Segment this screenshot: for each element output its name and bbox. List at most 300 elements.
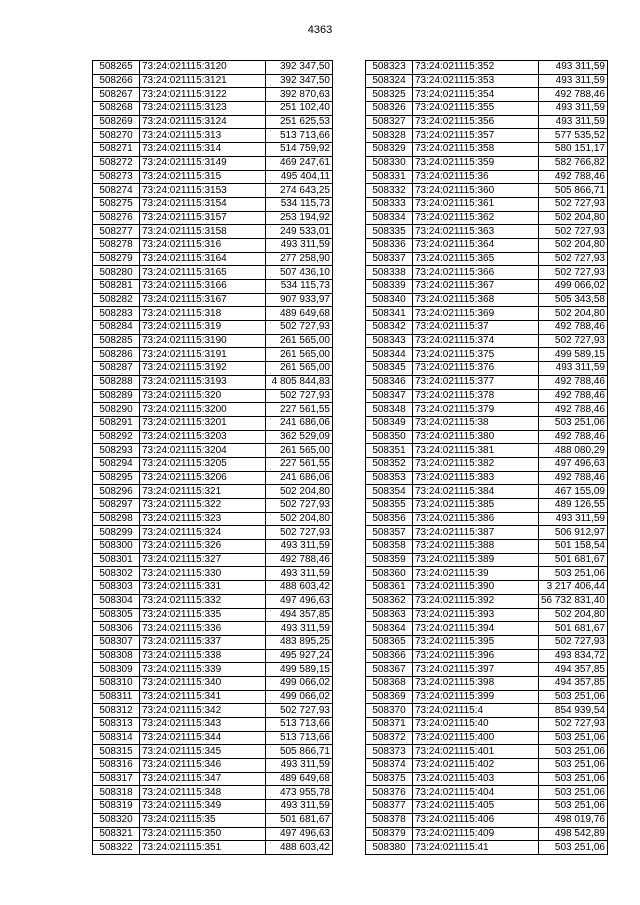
row-number: 508350 (366, 430, 413, 444)
table-row (366, 156, 608, 170)
cadastral-value: 489 126,55 (539, 499, 608, 513)
cadastral-number: 73:24:021115:318 (140, 307, 266, 321)
table-row (93, 759, 333, 773)
cadastral-value: 502 727,93 (539, 635, 608, 649)
cadastral-number: 73:24:021115:3204 (140, 444, 266, 458)
row-number: 508373 (366, 745, 413, 759)
cadastral-value: 499 589,15 (539, 348, 608, 362)
table-row (366, 718, 608, 732)
row-number: 508268 (93, 102, 140, 116)
table-row (366, 170, 608, 184)
row-number: 508341 (366, 307, 413, 321)
cadastral-value: 499 589,15 (266, 663, 333, 677)
cadastral-value: 3 217 406,44 (539, 581, 608, 595)
table-row (366, 485, 608, 499)
cadastral-value: 497 496,63 (266, 827, 333, 841)
cadastral-number: 73:24:021115:399 (413, 690, 539, 704)
table-row (93, 321, 333, 335)
cadastral-value: 502 204,80 (539, 608, 608, 622)
table-row (93, 197, 333, 211)
table-row (366, 512, 608, 526)
table-row (366, 540, 608, 554)
cadastral-value: 502 727,93 (266, 389, 333, 403)
table-row (93, 129, 333, 143)
row-number: 508372 (366, 731, 413, 745)
cadastral-value: 503 251,06 (539, 841, 608, 855)
cadastral-number: 73:24:021115:331 (140, 581, 266, 595)
cadastral-value: 582 766,82 (539, 156, 608, 170)
cadastral-value: 492 788,46 (539, 430, 608, 444)
table-row (93, 704, 333, 718)
cadastral-value: 502 727,93 (266, 526, 333, 540)
row-number: 508335 (366, 225, 413, 239)
table-row (93, 526, 333, 540)
cadastral-number: 73:24:021115:3153 (140, 184, 266, 198)
cadastral-number: 73:24:021115:3191 (140, 348, 266, 362)
cadastral-value: 502 727,93 (539, 225, 608, 239)
table-row (93, 74, 333, 88)
cadastral-value: 469 247,61 (266, 156, 333, 170)
cadastral-value: 483 895,25 (266, 635, 333, 649)
row-number: 508266 (93, 74, 140, 88)
cadastral-value: 251 102,40 (266, 102, 333, 116)
row-number: 508366 (366, 649, 413, 663)
cadastral-value: 534 115,73 (266, 280, 333, 294)
cadastral-value: 503 251,06 (539, 772, 608, 786)
table-row (366, 813, 608, 827)
cadastral-number: 73:24:021115:323 (140, 512, 266, 526)
page-number: 4363 (307, 24, 333, 36)
cadastral-number: 73:24:021115:3201 (140, 416, 266, 430)
row-number: 508276 (93, 211, 140, 225)
cadastral-number: 73:24:021115:3165 (140, 266, 266, 280)
cadastral-number: 73:24:021115:344 (140, 731, 266, 745)
cadastral-number: 73:24:021115:364 (413, 238, 539, 252)
cadastral-value: 503 251,06 (539, 567, 608, 581)
cadastral-number: 73:24:021115:398 (413, 676, 539, 690)
table-row (366, 102, 608, 116)
cadastral-value: 251 625,53 (266, 115, 333, 129)
row-number: 508339 (366, 280, 413, 294)
table-row (93, 225, 333, 239)
cadastral-value: 493 311,59 (266, 238, 333, 252)
cadastral-value: 505 866,71 (266, 745, 333, 759)
row-number: 508331 (366, 170, 413, 184)
cadastral-number: 73:24:021115:387 (413, 526, 539, 540)
cadastral-number: 73:24:021115:3158 (140, 225, 266, 239)
cadastral-value: 274 643,25 (266, 184, 333, 198)
table-row (93, 649, 333, 663)
row-number: 508355 (366, 499, 413, 513)
cadastral-number: 73:24:021115:353 (413, 74, 539, 88)
cadastral-value: 503 251,06 (539, 745, 608, 759)
cadastral-number: 73:24:021115:380 (413, 430, 539, 444)
row-number: 508369 (366, 690, 413, 704)
cadastral-number: 73:24:021115:36 (413, 170, 539, 184)
table-row (93, 280, 333, 294)
cadastral-number: 73:24:021115:326 (140, 540, 266, 554)
table-row (93, 389, 333, 403)
cadastral-value: 492 788,46 (539, 471, 608, 485)
row-number: 508289 (93, 389, 140, 403)
row-number: 508294 (93, 457, 140, 471)
row-number: 508349 (366, 416, 413, 430)
cadastral-number: 73:24:021115:374 (413, 334, 539, 348)
cadastral-value: 502 727,93 (539, 197, 608, 211)
cadastral-number: 73:24:021115:316 (140, 238, 266, 252)
table-row (366, 471, 608, 485)
row-number: 508362 (366, 594, 413, 608)
cadastral-value: 495 927,24 (266, 649, 333, 663)
row-number: 508279 (93, 252, 140, 266)
cadastral-number: 73:24:021115:355 (413, 102, 539, 116)
row-number: 508317 (93, 772, 140, 786)
table-row (93, 115, 333, 129)
cadastral-number: 73:24:021115:384 (413, 485, 539, 499)
cadastral-number: 73:24:021115:393 (413, 608, 539, 622)
cadastral-value: 854 939,54 (539, 704, 608, 718)
cadastral-value: 492 788,46 (266, 553, 333, 567)
cadastral-number: 73:24:021115:332 (140, 594, 266, 608)
cadastral-number: 73:24:021115:375 (413, 348, 539, 362)
row-number: 508356 (366, 512, 413, 526)
table-row (93, 348, 333, 362)
cadastral-number: 73:24:021115:352 (413, 61, 539, 75)
cadastral-value: 4 805 844,83 (266, 375, 333, 389)
row-number: 508374 (366, 759, 413, 773)
cadastral-value: 261 565,00 (266, 362, 333, 376)
table-row (93, 608, 333, 622)
table-row (93, 143, 333, 157)
cadastral-value: 514 759,92 (266, 143, 333, 157)
cadastral-number: 73:24:021115:41 (413, 841, 539, 855)
cadastral-number: 73:24:021115:388 (413, 540, 539, 554)
cadastral-value: 503 251,06 (539, 786, 608, 800)
row-number: 508345 (366, 362, 413, 376)
cadastral-number: 73:24:021115:335 (140, 608, 266, 622)
row-number: 508347 (366, 389, 413, 403)
cadastral-value: 493 311,59 (266, 540, 333, 554)
table-row (366, 553, 608, 567)
row-number: 508328 (366, 129, 413, 143)
table-row (366, 594, 608, 608)
table-row (366, 88, 608, 102)
cadastral-number: 73:24:021115:3121 (140, 74, 266, 88)
row-number: 508282 (93, 293, 140, 307)
cadastral-value: 492 788,46 (539, 88, 608, 102)
cadastral-value: 502 204,80 (539, 238, 608, 252)
row-number: 508346 (366, 375, 413, 389)
cadastral-number: 73:24:021115:347 (140, 772, 266, 786)
table-row (366, 731, 608, 745)
cadastral-number: 73:24:021115:3167 (140, 293, 266, 307)
cadastral-value: 489 649,68 (266, 307, 333, 321)
cadastral-value: 249 533,01 (266, 225, 333, 239)
cadastral-value: 505 866,71 (539, 184, 608, 198)
row-number: 508353 (366, 471, 413, 485)
table-row (93, 841, 333, 855)
cadastral-value: 503 251,06 (539, 800, 608, 814)
row-number: 508360 (366, 567, 413, 581)
cadastral-value: 502 727,93 (539, 718, 608, 732)
cadastral-number: 73:24:021115:3200 (140, 403, 266, 417)
cadastral-number: 73:24:021115:38 (413, 416, 539, 430)
row-number: 508287 (93, 362, 140, 376)
cadastral-value: 492 788,46 (539, 170, 608, 184)
row-number: 508357 (366, 526, 413, 540)
cadastral-value: 503 251,06 (539, 759, 608, 773)
table-row (366, 280, 608, 294)
cadastral-value: 493 311,59 (266, 622, 333, 636)
cadastral-value: 488 603,42 (266, 581, 333, 595)
row-number: 508285 (93, 334, 140, 348)
table-row (93, 252, 333, 266)
row-number: 508323 (366, 61, 413, 75)
cadastral-value: 499 066,02 (266, 690, 333, 704)
table-row (93, 156, 333, 170)
cadastral-number: 73:24:021115:395 (413, 635, 539, 649)
cadastral-value: 467 155,09 (539, 485, 608, 499)
cadastral-number: 73:24:021115:369 (413, 307, 539, 321)
cadastral-value: 56 732 831,40 (539, 594, 608, 608)
row-number: 508361 (366, 581, 413, 595)
row-number: 508337 (366, 252, 413, 266)
cadastral-value: 261 565,00 (266, 334, 333, 348)
cadastral-value: 502 727,93 (266, 499, 333, 513)
cadastral-number: 73:24:021115:315 (140, 170, 266, 184)
cadastral-number: 73:24:021115:319 (140, 321, 266, 335)
table-row (366, 389, 608, 403)
row-number: 508380 (366, 841, 413, 855)
cadastral-number: 73:24:021115:37 (413, 321, 539, 335)
row-number: 508305 (93, 608, 140, 622)
cadastral-value: 277 258,90 (266, 252, 333, 266)
cadastral-value: 494 357,85 (266, 608, 333, 622)
row-number: 508300 (93, 540, 140, 554)
row-number: 508290 (93, 403, 140, 417)
row-number: 508272 (93, 156, 140, 170)
table-row (93, 416, 333, 430)
row-number: 508367 (366, 663, 413, 677)
row-number: 508332 (366, 184, 413, 198)
row-number: 508301 (93, 553, 140, 567)
table-row (366, 129, 608, 143)
cadastral-value: 506 912,97 (539, 526, 608, 540)
cadastral-number: 73:24:021115:3120 (140, 61, 266, 75)
table-row (93, 362, 333, 376)
table-row (93, 553, 333, 567)
row-number: 508330 (366, 156, 413, 170)
cadastral-number: 73:24:021115:349 (140, 800, 266, 814)
row-number: 508273 (93, 170, 140, 184)
cadastral-value: 392 870,63 (266, 88, 333, 102)
row-number: 508293 (93, 444, 140, 458)
row-number: 508311 (93, 690, 140, 704)
cadastral-value: 501 681,67 (539, 553, 608, 567)
cadastral-number: 73:24:021115:394 (413, 622, 539, 636)
table-row (366, 457, 608, 471)
cadastral-value: 392 347,50 (266, 74, 333, 88)
cadastral-number: 73:24:021115:342 (140, 704, 266, 718)
table-row (366, 266, 608, 280)
cadastral-value: 492 788,46 (539, 375, 608, 389)
table-row (93, 581, 333, 595)
row-number: 508351 (366, 444, 413, 458)
table-row (93, 718, 333, 732)
row-number: 508329 (366, 143, 413, 157)
cadastral-number: 73:24:021115:368 (413, 293, 539, 307)
row-number: 508288 (93, 375, 140, 389)
cadastral-value: 493 311,59 (539, 74, 608, 88)
cadastral-number: 73:24:021115:389 (413, 553, 539, 567)
cadastral-number: 73:24:021115:337 (140, 635, 266, 649)
row-number: 508265 (93, 61, 140, 75)
table-row (366, 403, 608, 417)
row-number: 508324 (366, 74, 413, 88)
cadastral-value: 502 204,80 (539, 211, 608, 225)
table-row (93, 403, 333, 417)
row-number: 508307 (93, 635, 140, 649)
cadastral-number: 73:24:021115:3124 (140, 115, 266, 129)
table-row (366, 663, 608, 677)
table-row (366, 348, 608, 362)
table-row (366, 293, 608, 307)
cadastral-number: 73:24:021115:376 (413, 362, 539, 376)
cadastral-number: 73:24:021115:377 (413, 375, 539, 389)
row-number: 508322 (93, 841, 140, 855)
table-row (93, 184, 333, 198)
cadastral-value: 502 204,80 (539, 307, 608, 321)
cadastral-value: 493 311,59 (266, 759, 333, 773)
cadastral-value: 502 727,93 (539, 252, 608, 266)
table-row (93, 293, 333, 307)
table-row (366, 567, 608, 581)
table-row (93, 827, 333, 841)
table-row (366, 143, 608, 157)
table-row (93, 102, 333, 116)
cadastral-number: 73:24:021115:361 (413, 197, 539, 211)
table-row (366, 307, 608, 321)
row-number: 508343 (366, 334, 413, 348)
table-row (366, 334, 608, 348)
cadastral-value: 488 080,29 (539, 444, 608, 458)
table-row (366, 430, 608, 444)
cadastral-number: 73:24:021115:382 (413, 457, 539, 471)
cadastral-value: 502 204,80 (266, 485, 333, 499)
row-number: 508340 (366, 293, 413, 307)
row-number: 508379 (366, 827, 413, 841)
table-row (366, 238, 608, 252)
row-number: 508371 (366, 718, 413, 732)
cadastral-number: 73:24:021115:4 (413, 704, 539, 718)
cadastral-number: 73:24:021115:360 (413, 184, 539, 198)
row-number: 508309 (93, 663, 140, 677)
table-row (366, 800, 608, 814)
cadastral-value: 392 347,50 (266, 61, 333, 75)
table-row (93, 266, 333, 280)
row-number: 508375 (366, 772, 413, 786)
cadastral-value: 473 955,78 (266, 786, 333, 800)
cadastral-value: 505 343,58 (539, 293, 608, 307)
cadastral-value: 513 713,66 (266, 129, 333, 143)
cadastral-number: 73:24:021115:402 (413, 759, 539, 773)
cadastral-number: 73:24:021115:357 (413, 129, 539, 143)
cadastral-number: 73:24:021115:39 (413, 567, 539, 581)
cadastral-number: 73:24:021115:354 (413, 88, 539, 102)
cadastral-value: 488 603,42 (266, 841, 333, 855)
table-row (366, 211, 608, 225)
row-number: 508283 (93, 307, 140, 321)
cadastral-value: 241 686,06 (266, 471, 333, 485)
table-row (366, 786, 608, 800)
cadastral-value: 498 019,76 (539, 813, 608, 827)
table-row (93, 444, 333, 458)
table-row (366, 375, 608, 389)
cadastral-number: 73:24:021115:350 (140, 827, 266, 841)
cadastral-value: 513 713,66 (266, 731, 333, 745)
row-number: 508314 (93, 731, 140, 745)
row-number: 508352 (366, 457, 413, 471)
cadastral-value: 492 788,46 (539, 321, 608, 335)
cadastral-value: 501 681,67 (266, 813, 333, 827)
cadastral-value: 493 834,72 (539, 649, 608, 663)
row-number: 508318 (93, 786, 140, 800)
table-row (366, 362, 608, 376)
row-number: 508286 (93, 348, 140, 362)
table-row (93, 88, 333, 102)
row-number: 508378 (366, 813, 413, 827)
row-number: 508270 (93, 129, 140, 143)
cadastral-value: 580 151,17 (539, 143, 608, 157)
row-number: 508363 (366, 608, 413, 622)
cadastral-value: 493 311,59 (539, 115, 608, 129)
row-number: 508319 (93, 800, 140, 814)
table-row (366, 321, 608, 335)
cadastral-value: 577 535,52 (539, 129, 608, 143)
table-row (366, 608, 608, 622)
table-row (93, 676, 333, 690)
cadastral-number: 73:24:021115:396 (413, 649, 539, 663)
cadastral-value: 253 194,92 (266, 211, 333, 225)
cadastral-number: 73:24:021115:345 (140, 745, 266, 759)
cadastral-number: 73:24:021115:365 (413, 252, 539, 266)
row-number: 508278 (93, 238, 140, 252)
cadastral-value: 494 357,85 (539, 676, 608, 690)
cadastral-number: 73:24:021115:401 (413, 745, 539, 759)
table-row (366, 61, 608, 75)
table-row (366, 622, 608, 636)
row-number: 508377 (366, 800, 413, 814)
cadastral-value: 907 933,97 (266, 293, 333, 307)
cadastral-number: 73:24:021115:405 (413, 800, 539, 814)
cadastral-value: 493 311,59 (539, 362, 608, 376)
table-row (366, 499, 608, 513)
table-row (366, 526, 608, 540)
cadastral-number: 73:24:021115:386 (413, 512, 539, 526)
cadastral-number: 73:24:021115:3164 (140, 252, 266, 266)
cadastral-number: 73:24:021115:327 (140, 553, 266, 567)
cadastral-number: 73:24:021115:324 (140, 526, 266, 540)
table-row (366, 635, 608, 649)
cadastral-number: 73:24:021115:3122 (140, 88, 266, 102)
table-row (366, 252, 608, 266)
cadastral-number: 73:24:021115:346 (140, 759, 266, 773)
table-row (93, 211, 333, 225)
cadastral-number: 73:24:021115:35 (140, 813, 266, 827)
cadastral-number: 73:24:021115:3190 (140, 334, 266, 348)
cadastral-value: 502 727,93 (539, 334, 608, 348)
table-row (93, 622, 333, 636)
